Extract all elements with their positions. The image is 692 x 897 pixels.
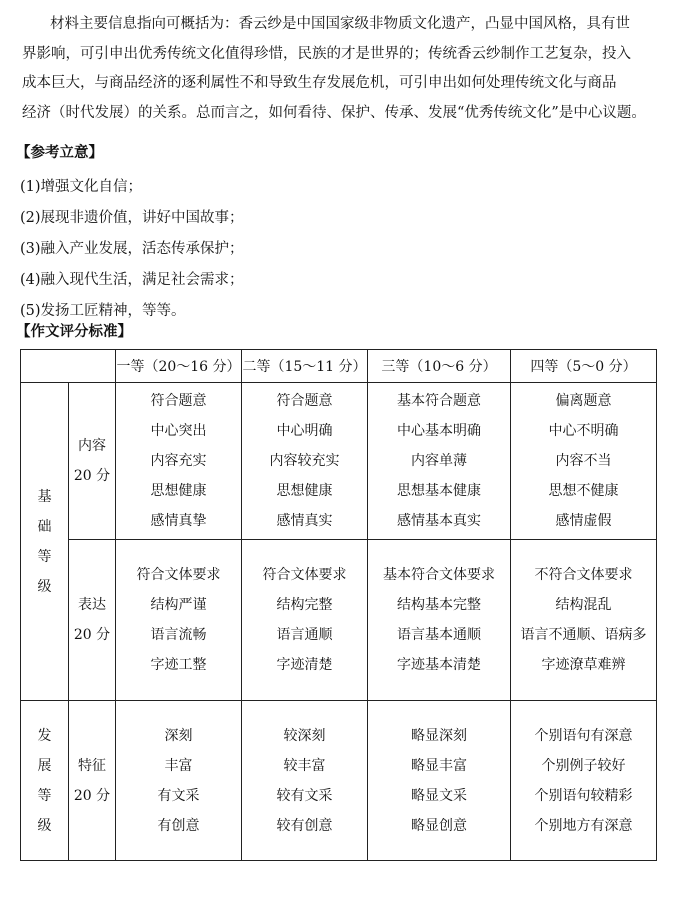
intro-paragraph xyxy=(22,10,672,128)
reference-points xyxy=(20,172,244,327)
grading-table xyxy=(20,349,657,861)
grade-header: 四等（5～0 分） xyxy=(511,350,657,383)
intro-line: 成本巨大，与商品经济的逐利属性不和导致生存发展危机，可引申出如何处理传统文化与商品 xyxy=(22,75,617,91)
grade-header: 三等（10～6 分） xyxy=(368,350,511,383)
grading-heading: 【作文评分标准】 xyxy=(16,324,132,340)
expression-cell: 不符合文体要求 结构混乱 语言不通顺、语病多 字迹潦草难辨 xyxy=(511,540,657,701)
reference-point: (1)增强文化自信； xyxy=(20,179,143,195)
reference-point: (2)展现非遗价值，讲好中国故事； xyxy=(20,210,244,226)
feature-cell: 略显深刻 略显丰富 略显文采 略显创意 xyxy=(368,701,511,861)
grade-header: 一等（20～16 分） xyxy=(116,350,242,383)
feature-cell: 个别语句有深意 个别例子较好 个别语句较精彩 个别地方有深意 xyxy=(511,701,657,861)
feature-row xyxy=(21,701,657,861)
intro-line: 界影响，可引申出优秀传统文化值得珍惜，民族的才是世界的；传统香云纱制作工艺复杂，投入 xyxy=(22,45,631,62)
reference-heading: 【参考立意】 xyxy=(16,145,103,161)
content-cell: 基本符合题意 中心基本明确 内容单薄 思想基本健康 感情基本真实 xyxy=(368,383,511,540)
corner-cell xyxy=(21,350,116,383)
reference-point: (3)融入产业发展，活态传承保护； xyxy=(20,241,244,257)
grade-header: 二等（15～11 分） xyxy=(242,350,368,383)
content-label: 内容 20 分 xyxy=(69,383,116,540)
expression-cell: 符合文体要求 结构严谨 语言流畅 字迹工整 xyxy=(116,540,242,701)
intro-line: 材料主要信息指向可概括为：香云纱是中国国家级非物质文化遗产，凸显中国风格，具有世 xyxy=(50,16,630,32)
reference-point: (4)融入现代生活，满足社会需求； xyxy=(20,272,244,288)
expression-row xyxy=(21,540,657,701)
feature-label: 特征 20 分 xyxy=(69,701,116,861)
feature-cell: 深刻 丰富 有文采 有创意 xyxy=(116,701,242,861)
feature-cell: 较深刻 较丰富 较有文采 较有创意 xyxy=(242,701,368,861)
expression-cell: 符合文体要求 结构完整 语言通顺 字迹清楚 xyxy=(242,540,368,701)
content-cell: 符合题意 中心突出 内容充实 思想健康 感情真挚 xyxy=(116,383,242,540)
expression-label: 表达 20 分 xyxy=(69,540,116,701)
intro-line: 经济（时代发展）的关系。总而言之，如何看待、保护、传承、发展“优秀传统文化”是中心议题。 xyxy=(22,104,646,121)
grade-header-row xyxy=(21,350,657,383)
reference-point: (5)发扬工匠精神，等等。 xyxy=(20,303,186,319)
development-level-label: 发 展 等 级 xyxy=(21,701,69,861)
content-cell: 偏离题意 中心不明确 内容不当 思想不健康 感情虚假 xyxy=(511,383,657,540)
expression-cell: 基本符合文体要求 结构基本完整 语言基本通顺 字迹基本清楚 xyxy=(368,540,511,701)
basic-level-label: 基 础 等 级 xyxy=(21,383,69,701)
content-cell: 符合题意 中心明确 内容较充实 思想健康 感情真实 xyxy=(242,383,368,540)
content-row xyxy=(21,383,657,540)
